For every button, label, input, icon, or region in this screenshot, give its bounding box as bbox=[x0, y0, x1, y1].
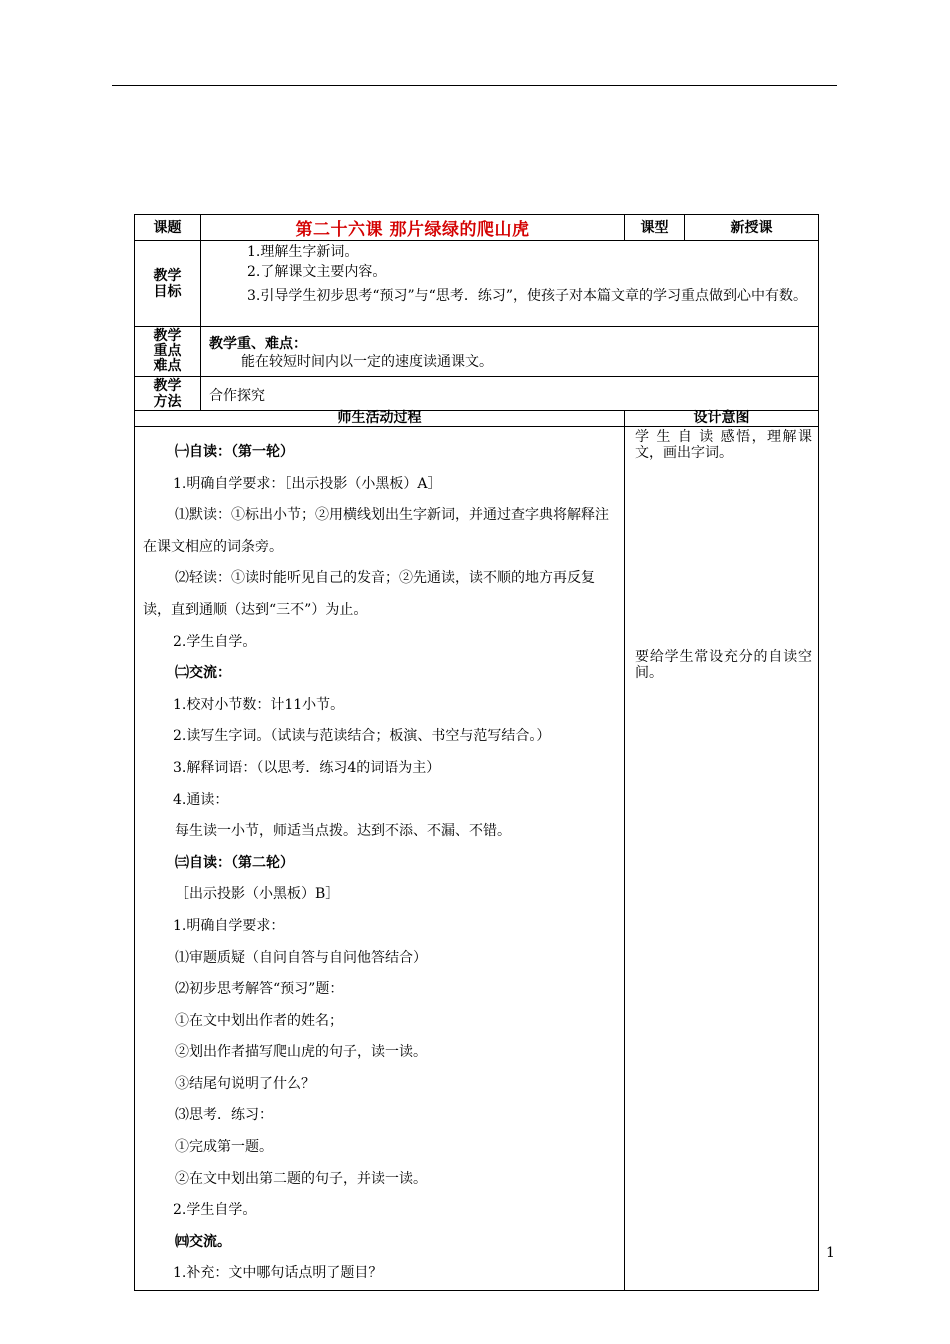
process-content bbox=[135, 427, 625, 1291]
process-line: 2.学生自学。 bbox=[173, 633, 257, 650]
process-line: 3.解释词语：（以思考．练习4的词语为主） bbox=[173, 759, 441, 776]
process-header-row bbox=[135, 411, 819, 427]
keypoints-text: 能在较短时间内以一定的速度读通课文。 bbox=[241, 354, 493, 370]
method-row bbox=[135, 377, 819, 411]
process-line: ⑵初步思考解答“预习”题： bbox=[175, 981, 344, 998]
goal-item: 2.了解课文主要内容。 bbox=[247, 264, 387, 280]
keypoints-label-text: 教学重点难点 bbox=[153, 328, 182, 374]
goals-content bbox=[201, 241, 819, 327]
goals-label-text: 教学目标 bbox=[153, 267, 182, 300]
topic-label: 课题 bbox=[135, 215, 201, 241]
process-line: ②在文中划出第二题的句子，并读一读。 bbox=[175, 1170, 427, 1187]
process-line: 2.读写生字词。（试读与范读结合；板演、书空与范写结合。） bbox=[173, 728, 551, 745]
process-line: ②划出作者描写爬山虎的句子，读一读。 bbox=[175, 1044, 427, 1061]
process-line: ⑵轻读：①读时能听见自己的发音；②先通读，读不顺的地方再反复读，直到通顺（达到“三不”）为止。 bbox=[143, 570, 595, 618]
goals-row bbox=[135, 241, 819, 327]
keypoints-heading: 教学重、难点： bbox=[209, 336, 307, 352]
process-line: ⑶思考．练习： bbox=[175, 1107, 273, 1124]
goals-label bbox=[135, 241, 201, 327]
type-label: 课型 bbox=[625, 215, 685, 241]
header-rule bbox=[112, 85, 837, 86]
intent-note: 要给学生常设充分的自读空间。 bbox=[635, 649, 813, 681]
process-line: 1.校对小节数：计11小节。 bbox=[173, 696, 345, 713]
title-row bbox=[135, 215, 819, 241]
process-line: ①在文中划出作者的姓名； bbox=[175, 1012, 343, 1029]
process-line: 1.明确自学要求：［出示投影（小黑板）A］ bbox=[173, 475, 442, 492]
process-row bbox=[135, 427, 819, 1291]
lesson-plan-table bbox=[134, 214, 819, 1291]
process-line: ㈣交流。 bbox=[175, 1233, 231, 1250]
process-line: ③结尾句说明了什么？ bbox=[175, 1075, 315, 1092]
process-line: 1.明确自学要求： bbox=[173, 917, 285, 934]
goal-item: 3.引导学生初步思考“预习”与“思考．练习”，使孩子对本篇文章的学习重点做到心中有数。 bbox=[247, 288, 807, 304]
process-line: ㈡交流： bbox=[175, 665, 231, 682]
keypoints-content bbox=[201, 327, 819, 377]
process-line: 1.补充：文中哪句话点明了题目？ bbox=[173, 1265, 383, 1282]
process-line: ⑴审题质疑（自问自答与自问他答结合） bbox=[175, 949, 427, 966]
intent-header: 设计意图 bbox=[625, 411, 819, 427]
method-label-text: 教学方法 bbox=[153, 377, 182, 410]
keypoints-row bbox=[135, 327, 819, 377]
goal-item: 1.理解生字新词。 bbox=[247, 244, 359, 260]
intent-content bbox=[625, 427, 819, 1291]
intent-note: 学 生 自 读 感悟，理解课文，画出字词。 bbox=[635, 429, 813, 461]
page-number: 1 bbox=[826, 1245, 835, 1261]
type-value: 新授课 bbox=[685, 215, 819, 241]
process-line: 4.通读： bbox=[173, 791, 229, 808]
process-line: 2.学生自学。 bbox=[173, 1202, 257, 1219]
lesson-title: 第二十六课 那片绿绿的爬山虎 bbox=[201, 215, 625, 241]
method-label bbox=[135, 377, 201, 411]
process-header: 师生活动过程 bbox=[135, 411, 625, 427]
process-line: ①完成第一题。 bbox=[175, 1139, 273, 1156]
keypoints-label bbox=[135, 327, 201, 377]
process-line: ㈢自读：（第二轮） bbox=[175, 854, 294, 871]
method-value: 合作探究 bbox=[201, 377, 819, 411]
process-line: 每生读一小节，师适当点拨。达到不添、不漏、不错。 bbox=[175, 823, 511, 840]
process-line: ［出示投影（小黑板）B］ bbox=[175, 886, 340, 903]
process-line: ⑴默读：①标出小节；②用横线划出生字新词，并通过查字典将解释注在课文相应的词条旁。 bbox=[143, 507, 609, 555]
process-line: ㈠自读：（第一轮） bbox=[175, 444, 294, 460]
